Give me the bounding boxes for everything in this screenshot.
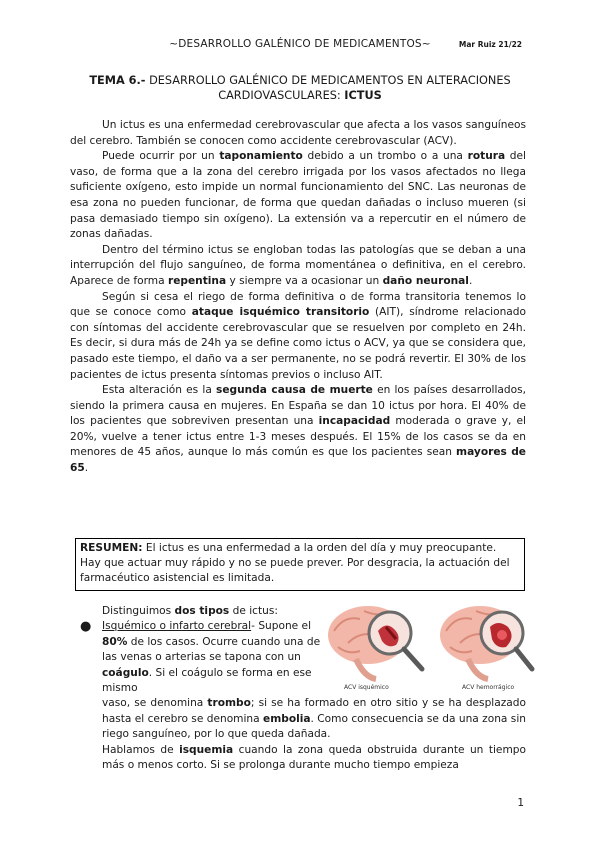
caption-hemorrhagic: ACV hemorrágico <box>462 684 515 691</box>
paragraph-causes: Puede ocurrir por un taponamiento debido a un trombo o a una rotura del vaso, de forma que a la zona del cerebro irrigada por los vasos afectados no llega suficiente oxígeno, esto impide un normal funcionamiento del SNC. Las neuronas de esa zona no pueden funcionar, de forma que quedan dañadas o incluso mueren (si pasa demasiado tiempo sin oxígeno). La extensión va a repercutir en el número de zonas dañadas. <box>70 150 526 241</box>
brain-illustration <box>320 597 538 697</box>
title-topic: ICTUS <box>344 89 382 102</box>
running-header-title: ~DESARROLLO GALÉNICO DE MEDICAMENTOS~ <box>169 38 431 50</box>
bullet-icon: ● <box>80 619 92 634</box>
summary-label: RESUMEN: <box>80 542 143 554</box>
ischemia-text: Hablamos de isquemia cuando la zona queda obstruida durante un tiempo más o menos corto. Si se prolonga durante mucho tiempo empieza <box>102 743 526 772</box>
document-title <box>70 73 530 103</box>
summary-box <box>75 538 525 591</box>
title-line2: CARDIOVASCULARES: <box>218 89 345 102</box>
body-text <box>70 118 526 477</box>
running-header-author: Mar Ruiz 21/22 <box>458 40 522 49</box>
ischemic-continuation <box>102 696 526 774</box>
paragraph-epidemiology: Esta alteración es la segunda causa de muerte en los países desarrollados, siendo la primera causa en mujeres. En España se dan 10 ictus por hora. El 40% de los pacientes que sobreviven presentan una incapacidad moderada o grave y, el 20%, vuelve a tener ictus entre 1-3 meses después. El 15% de los casos se da en menores de 45 años, aunque lo más común es que los pacientes sean mayores de 65. <box>70 384 527 475</box>
paragraph-definition: Dentro del término ictus se engloban todas las patologías que se deban a una interrupción del flujo sanguíneo, de forma momentánea o definitiva, en el cerebro. Aparece de forma repentina y siempre va a ocasionar un daño neuronal. <box>70 243 526 287</box>
types-lead: Distinguimos dos tipos de ictus: <box>102 605 278 617</box>
summary-text: El ictus es una enfermedad a la orden del día y muy preocupante. Hay que actuar muy rápido y no se puede prever. Por desgracia, la actuación del farmacéutico asistencial es limitada. <box>80 542 510 585</box>
caption-ischemic: ACV isquémico <box>344 684 389 691</box>
stroke-types-figure <box>320 597 538 697</box>
title-label: TEMA 6.- <box>89 74 146 87</box>
title-line1: DESARROLLO GALÉNICO DE MEDICAMENTOS EN ALTERACIONES <box>145 74 511 87</box>
paragraph-intro: Un ictus es una enfermedad cerebrovascular que afecta a los vasos sanguíneos del cerebro. También se conocen como accidente cerebrovascular (ACV). <box>70 119 526 147</box>
paragraph-ait: Según si cesa el riego de forma definitiva o de forma transitoria tenemos lo que se conoce como ataque isquémico transitorio (AIT), síndrome relacionado con síntomas del accidente cerebrovascular que se resuelven por completo en 24h. Es decir, si dura más de 24h ya se define como ictus o ACV, ya que se considera que, pasado este tiempo, el daño va a ser permanente, no se podrá revertir. El 30% de los pacientes de ictus presenta síntomas previos o incluso AIT. <box>70 290 526 381</box>
list-item-ischemic: Isquémico o infarto cerebral- Supone el 80% de los casos. Ocurre cuando una de las venas o arterias se tapona con un coágulo. Si el coágulo se forma en ese mismo <box>102 620 321 695</box>
continuation-text: vaso, se denomina trombo; si se ha formado en otro sitio y se ha desplazado hasta el cerebro se denomina embolia. Como consecuencia se da una zona sin riego sanguíneo, por lo que queda dañada. <box>102 697 526 741</box>
page-number: 1 <box>517 797 524 809</box>
